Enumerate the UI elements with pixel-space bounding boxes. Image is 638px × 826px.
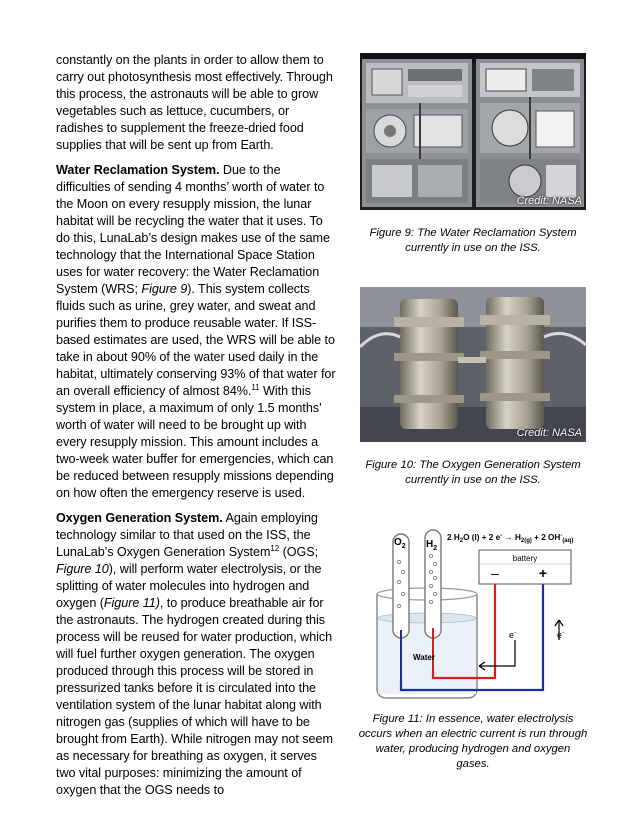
photo-credit-9: Credit: NASA <box>516 195 582 207</box>
water-reclamation-text-c: With this system in place, a maximum of only 1.5 months’ worth of water will need to be brought up with every resupply mission. This amount includes a two-week water buffer for emergencies, which can be reduced between resupply missions depending on how often the emergency reserve is used. <box>56 384 334 500</box>
water-reclamation-text-a: Due to the difficulties of sending 4 months’ worth of water to the Moon on every resupply mission, the lunar habitat will be recycling the water that it uses. To do this, LunaLab’s design makes use of the same technology that the International Space Station uses for water recovery: the Water Reclamation System (WRS; <box>56 163 330 296</box>
figure-9-reference: Figure 9 <box>141 282 188 296</box>
hydrogen-label: $H_2$ <box>426 539 438 552</box>
electrolysis-diagram <box>375 520 587 705</box>
figure-10-reference: Figure 10 <box>56 562 109 576</box>
oxygen-generation-cylinders-illustration <box>360 287 586 442</box>
footnote-11: 11 <box>251 383 260 392</box>
footnote-12: 12 <box>270 544 280 553</box>
water-reclamation-text-b: ). This system collects fluids such as urine, grey water, and sweat and purifies them to produce reusable water. If ISS-based estimates are used, the WRS will be able to take in about 90% of the water used daily in the habitat, ultimately conserving 93% of that water for an overall efficiency of almost 84%. <box>56 282 336 398</box>
electrolysis-svg <box>375 520 587 705</box>
oxygen-label: $O_2$ <box>394 537 406 550</box>
figure-10-caption: Figure 10: The Oxygen Generation System currently in use on the ISS. <box>365 459 581 486</box>
paragraph-water-reclamation <box>56 162 338 502</box>
water-label: Water <box>413 653 435 662</box>
water-reclamation-photo <box>360 53 586 210</box>
figure-11-caption: Figure 11: In essence, water electrolysis occurs when an electric current is run through water, producing hydrogen and oxygen gases. <box>358 713 588 770</box>
battery-plus: + <box>538 565 548 581</box>
oxygen-generation-text-a: Again employing technology similar to that used on the ISS, the LunaLab’s Oxygen Generation System <box>56 511 318 559</box>
photo-credit-10: Credit: NASA <box>516 427 582 439</box>
paragraph-plants <box>56 52 338 154</box>
body-text-column <box>56 52 338 807</box>
electron-label-left: e- <box>509 630 517 640</box>
oxygen-generation-photo <box>360 287 586 442</box>
oxygen-generation-text-c: ), will perform water electrolysis, or the splitting of water molecules into hydrogen and oxygen ( <box>56 562 322 610</box>
paragraph-plants-text: constantly on the plants in order to allow them to carry out photosynthesis most effectively. Through this process, the astronauts will be able to grow vegetables such as lettuce, cucumbers, or radishes to supplement the freeze-dried food supplies that will be sent up from Earth. <box>56 53 333 152</box>
reaction-equation: 2 $H_2O$ (l) + 2 $e^- \to H_{2(g)} + 2$ $OH^-_{(aq)}$ <box>447 533 574 544</box>
oxygen-generation-heading: Oxygen Generation System. <box>56 511 223 525</box>
electron-label-right: e- <box>557 630 565 640</box>
figure-11-reference: Figure 11) <box>103 596 160 610</box>
battery-label: battery <box>512 554 538 563</box>
battery-minus: – <box>491 565 499 581</box>
oxygen-generation-text-b: (OGS; <box>279 545 319 559</box>
oxygen-generation-text-d: , to produce breathable air for the astronauts. The hydrogen created during this process will be reused for water production, which will fuel further oxygen generation. The oxygen produced through this process will be stored in pressurized tanks before it is circulated into the ventilation system of the lunar habitat along with nitrogen gas (supplies of which will have to be brought from Earth). While nitrogen may not seem as necessary for breathing as oxygen, it serves two vital purposes: minimizing the amount of oxygen that the OGS needs to <box>56 596 333 797</box>
water-reclamation-rack-illustration <box>360 53 586 210</box>
water-reclamation-heading: Water Reclamation System. <box>56 163 220 177</box>
figure-9-caption: Figure 9: The Water Reclamation System currently in use on the ISS. <box>369 227 577 254</box>
paragraph-oxygen-generation <box>56 510 338 799</box>
